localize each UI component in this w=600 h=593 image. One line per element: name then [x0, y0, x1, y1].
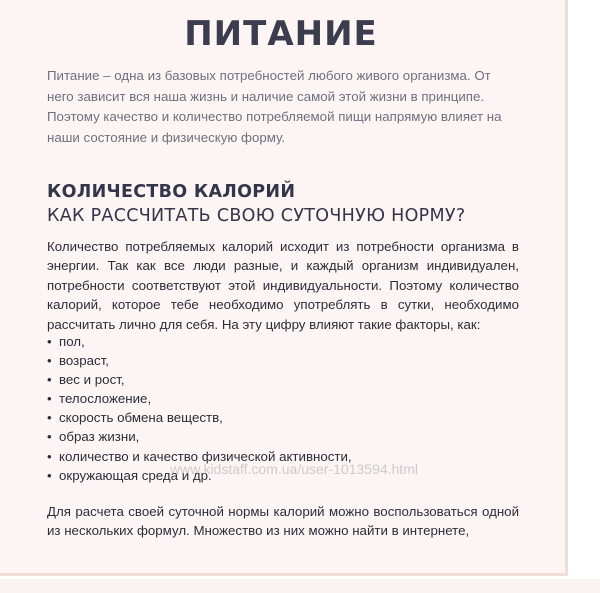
section-subheading: КАК РАССЧИТАТЬ СВОЮ СУТОЧНУЮ НОРМУ?	[47, 206, 466, 226]
list-item: • пол,	[47, 332, 352, 351]
list-item: • скорость обмена веществ,	[47, 408, 352, 427]
section-heading: КОЛИЧЕСТВО КАЛОРИЙ	[47, 182, 296, 202]
page-margin-bottom	[0, 579, 600, 593]
list-item: • окружающая среда и др.	[47, 466, 352, 485]
list-item: • количество и качество физической активности,	[47, 447, 352, 466]
formula-paragraph: Для расчета своей суточной нормы калорий можно воспользоваться одной из нескольких формул. Множество из них можно найти в интернете,	[47, 504, 519, 539]
watermark-text: www.kidstaff.com.ua/user-1013594.html	[170, 461, 418, 477]
calories-paragraph: Количество потребляемых калорий исходит из потребности организма в энергии. Так как все люди разные, и каждый организм индивидуален, потребности соответствуют этой индивидуальности. Поэтому количество калорий, которое тебе необходимо употреблять в сутки, необходимо рассчитать лично для себя. На эту цифру влияют такие факторы, как:	[47, 239, 519, 332]
list-item: • образ жизни,	[47, 427, 352, 446]
list-item: • возраст,	[47, 351, 352, 370]
intro-paragraph: Питание – одна из базовых потребностей любого живого организма. От него зависит вся наша жизнь и наличие самой этой жизни в принципе. Поэтому качество и количество потребляемой пищи напрямую влияет на наши состояние и физическую форму.	[47, 68, 502, 145]
list-item: • вес и рост,	[47, 370, 352, 389]
page-title: ПИТАНИЕ	[184, 14, 378, 54]
page-margin-right	[571, 0, 600, 593]
list-item: • телосложение,	[47, 389, 352, 408]
